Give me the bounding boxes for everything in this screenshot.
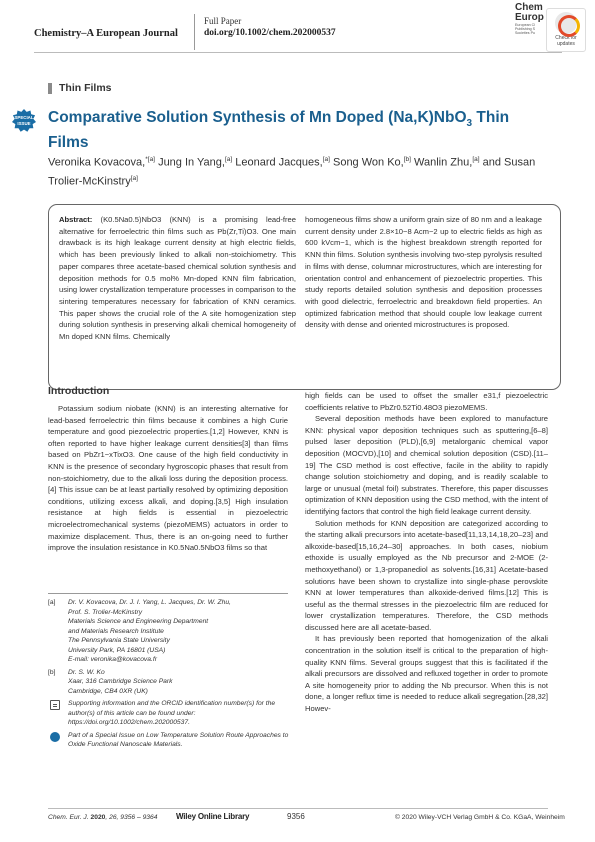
body-column-left <box>48 403 288 554</box>
author-name: Wanlin Zhu, <box>414 156 473 169</box>
footer-rule <box>48 808 548 809</box>
body-column-right <box>305 390 548 715</box>
author-name: Veronika Kovacova, <box>48 156 146 169</box>
author-name: Jung In Yang, <box>158 156 225 169</box>
footnote-rule <box>48 593 288 594</box>
author-list: Veronika Kovacova,$^{*[a]}$ Jung In Yang,[a] Leonard Jacques,[a] Song Won Ko,[b] Wanlin Zhu,[a] and Susan Trolier-McKinstry[a] <box>48 156 536 188</box>
paragraph: high fields can be used to offset the smaller e31,f piezoelectric coefficients relative to PbZr0.52Ti0.48O3 piezoMEMS. <box>305 391 548 412</box>
special-issue-badge-icon <box>12 109 36 133</box>
logo-word-2: Europ <box>515 12 544 23</box>
paragraph: It has previously been reported that homogenization of the alkali concentration in the solution itself is critical to the preparation of high-quality KNN films. Several groups suggest that this is facilitated if the alkali precursors are dissolved and refluxed together in order to promote A site homogeneity prior to adding the Nb precursor. When this is not done, a longer reflux time is needed to reduce alkali segregation.[28,32] Howev- <box>305 634 548 714</box>
logo-sub-2: Publishing S <box>515 27 535 31</box>
logo-word-1: Chem <box>515 2 543 13</box>
footnotes <box>48 598 292 750</box>
paragraph: Solution methods for KNN deposition are categorized according to the starting alkali precursors into acetate-based[11,13,14,18,20–23] and alkoxide-based[15,16,24–30] approaches. In both cases, niobium ethoxide is usually employed as the Nb precursor and 2-MOE (2-methoxyethanol) or 1,3-propanediol as solvents.[16,31] Acetate-based solutions have been shown to crystallize into single-phase perovskite KNN at lower temperatures than alkoxide-derived films.[12] This is useful as the thermal stresses in the piezoelectric film are reduced for lower crystallization temperatures. Therefore, the CSD methods discussed here are all acetate-based. <box>305 518 548 632</box>
abstract-box <box>48 204 561 390</box>
wiley-online-library-logo[interactable]: Wiley Online Library <box>176 812 250 821</box>
paper-type: Full Paper <box>204 16 242 26</box>
article-title: Comparative Solution Synthesis of Mn Doped (Na,K)NbO$_3$ Thin Films <box>48 109 510 152</box>
special-issue-note: Part of a Special Issue on Low Temperature Solution Route Approaches to Oxide Functional Nanoscale Materials. <box>48 731 292 750</box>
introduction-heading: Introduction <box>48 385 110 397</box>
abstract-column-right: homogeneous films show a uniform grain size of 80 nm and a leakage current density under 2.8×10−8 Acm−2 up to electric fields as high as 600 kVcm−1, which is the highest breakdown strength reported for KNN thin films. Solution synthesis involving two-step pyrolysis resulted in films with dense, columnar microstructures, which are interesting for orientation control and enhancement of piezoelectric properties. This study reports detailed solution synthesis and deposition processes with good dielectric, ferroelectric and breakdown field properties. An optimized fabrication method that should couple low leakage current density with dense and oriented microstructures is proposed. <box>305 215 542 330</box>
check-for-updates-button[interactable] <box>546 8 586 52</box>
logo-sub-1: European Cl <box>515 23 535 27</box>
affiliation-b: [b] Dr. S. W. Ko Xaar, 316 Cambridge Science Park Cambridge, CB4 0XR (UK) <box>48 668 173 695</box>
check-for-updates-label: Check for updates <box>555 35 577 47</box>
author-name: Leonard Jacques, <box>235 156 323 169</box>
doi-link[interactable]: doi.org/10.1002/chem.202000537 <box>204 28 336 38</box>
author-name: and Susan Trolier-McKinstry <box>48 156 536 188</box>
abstract-label: Abstract: <box>59 215 93 224</box>
author-name: Song Won Ko, <box>332 156 404 169</box>
page-header <box>34 12 562 52</box>
page-number: 9356 <box>287 812 305 821</box>
header-divider <box>194 14 195 50</box>
supporting-info-document-icon <box>50 700 60 710</box>
section-tag: Thin Films <box>48 83 112 94</box>
journal-name: Chemistry–A European Journal <box>34 28 178 39</box>
special-issue-badge-text: SPECIAL ISSUE <box>14 115 34 126</box>
paragraph: Potassium sodium niobate (KNN) is an interesting alternative for lead-based ferroelectric thin films because it combines a high Curie temperature and good piezoelectric properties.[1,2] However, KNN is often reported to have higher leakage current densities[3] than films based on PbZr1−xTixO3. One cause of the high field conductivity in KNN is the presence of secondary hygroscopic phases that result from non-stoichiometry, due to the alkali loss during the deposition process.[4] This issue can be at least partially resolved by optimizing deposition conditions, utilizing excess alkali, and doping.[3,5] High insulation resistance at high fields is essential in piezoelectric microelectromechanical systems (piezoMEMS) actuators in order to maximize displacement. Thus, there is an on-going need to further improve the insulation resistance in K0.5Na0.5NbO3 films so that <box>48 404 288 553</box>
email-link[interactable]: E-mail: veronika@kovacova.fr <box>68 656 157 663</box>
copyright: © 2020 Wiley-VCH Verlag GmbH & Co. KGaA, Weinheim <box>395 814 565 821</box>
check-for-updates-icon <box>555 12 577 34</box>
logo-sub-3: Societies Pu <box>515 31 535 35</box>
supporting-info-note[interactable]: Supporting information and the ORCID identification number(s) for the author(s) of this article can be found under: https://doi.org/10.1002/chem.202000537. <box>48 699 292 728</box>
paragraph: Several deposition methods have been explored to manufacture KNN: physical vapor deposition techniques such as sputtering,[6–8] pulsed laser deposition (PLD),[6,9] metalorganic chemical vapor deposition (MOCVD),[10] and chemical solution deposition (CSD).[11–19] The CSD method is cost effective, facile in the ability to rapidly change solution stoichiometry and doping, and is readily scalable to large or unusual (metal foil) substrates. Therefore, this paper discusses optimization of KNN deposition using the CSD method, with the intent of identifying factors that control the high field leakage current density. <box>305 414 548 516</box>
abstract-text-left: (K0.5Na0.5)NbO3 (KNN) is a promising lead-free alternative for ferroelectric thin films such as Pb(Zr,Ti)O3. One main drawback is its high leakage current density at high electric fields, which has been previously linked to alkali non-stoichiometry. This paper compares three acetate-based chemical solution synthesis and deposition methods for 0.5 mol% Mn-doped KNN film fabrication, using lower crystallization temperature processes in comparison to the sintering temperatures necessary for fabrication of KNN ceramics. This paper shows the crucial role of the A site homogenization step during solution synthesis in preserving alkali chemical homogeneity of Mn doped KNN films. Chemically <box>59 215 296 342</box>
affiliation-a: [a] Dr. V. Kovacova, Dr. J. I. Yang, L. Jacques, Dr. W. Zhu, Prof. S. Trolier-McKinstry Materials Science and Engineering Department and Materials Research Institute The Pennsylvania State University University Park, PA 16801 (USA) E-mail: veronika@kovacova.fr <box>48 599 231 663</box>
header-rule <box>34 52 562 53</box>
citation: Chem. Eur. J. 2020, 26, 9356 – 9364 <box>48 814 158 821</box>
abstract-column-left <box>59 214 296 343</box>
special-issue-icon <box>50 732 60 742</box>
